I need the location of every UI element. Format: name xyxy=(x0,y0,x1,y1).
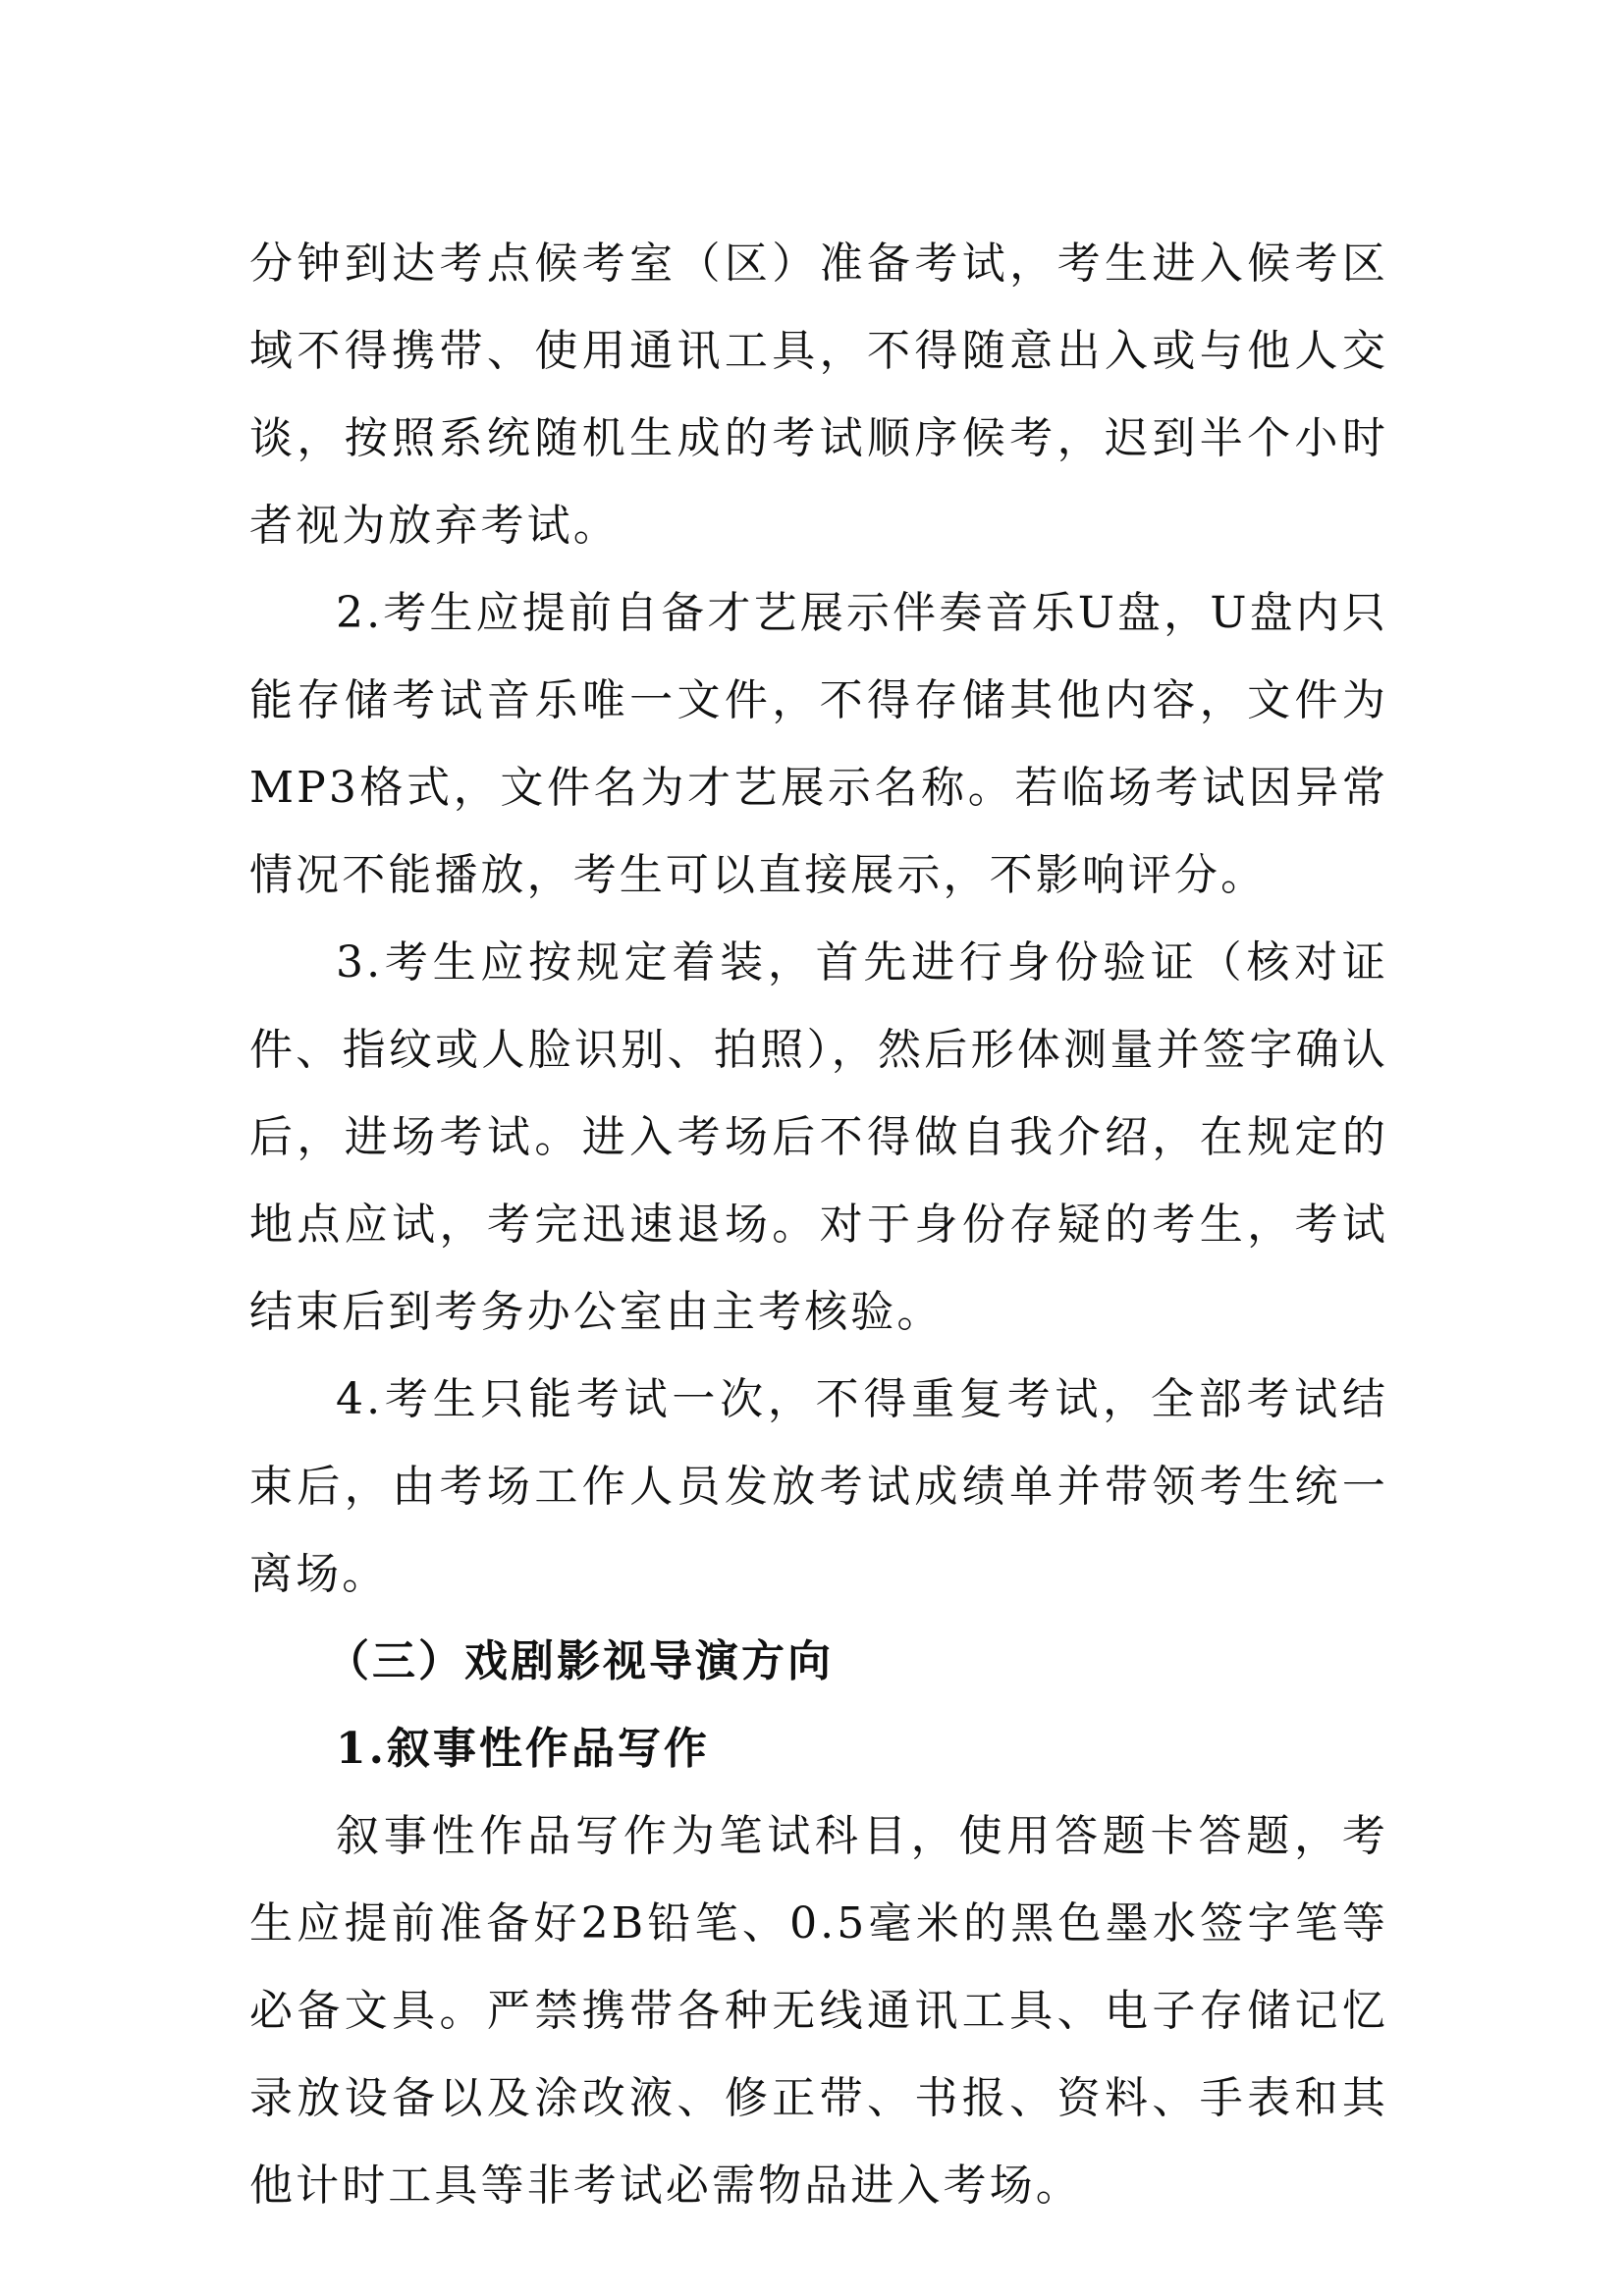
document-body xyxy=(249,220,1388,2229)
paragraph-exam-once-rules: 4.考生只能考试一次，不得重复考试，全部考试结束后，由考场工作人员发放考试成绩单并带领考生统一离场。 xyxy=(249,1374,1388,1599)
section-heading-directing: （三）戏剧影视导演方向 xyxy=(326,1636,834,1686)
subsection-heading-narrative-writing: 1.叙事性作品写作 xyxy=(336,1724,710,1774)
paragraph-narrative-writing-rules: 叙事性作品写作为笔试科目，使用答题卡答题，考生应提前准备好2B铅笔、0.5毫米的黑色墨水签字笔等必备文具。严禁携带各种无线通讯工具、电子存储记忆录放设备以及涂改液、修正带、书报、资料、手表和其他计时工具等非考试必需物品进入考场。 xyxy=(249,1811,1388,2211)
paragraph-identity-verification-rules: 3.考生应按规定着装，首先进行身份验证（核对证件、指纹或人脸识别、拍照），然后形体测量并签字确认后，进场考试。进入考场后不得做自我介绍，在规定的地点应试，考完迅速退场。对于身份存疑的考生，考试结束后到考务办公室由主考核验。 xyxy=(249,937,1388,1337)
paragraph-usb-music-rules: 2.考生应提前自备才艺展示伴奏音乐U盘，U盘内只能存储考试音乐唯一文件，不得存储其他内容，文件为MP3格式，文件名为才艺展示名称。若临场考试因异常情况不能播放，考生可以直接展示，不影响评分。 xyxy=(249,588,1388,900)
paragraph-waiting-room-rules: 分钟到达考点候考室（区）准备考试，考生进入候考区域不得携带、使用通讯工具，不得随意出入或与他人交谈，按照系统随机生成的考试顺序候考，迟到半个小时者视为放弃考试。 xyxy=(249,239,1388,551)
